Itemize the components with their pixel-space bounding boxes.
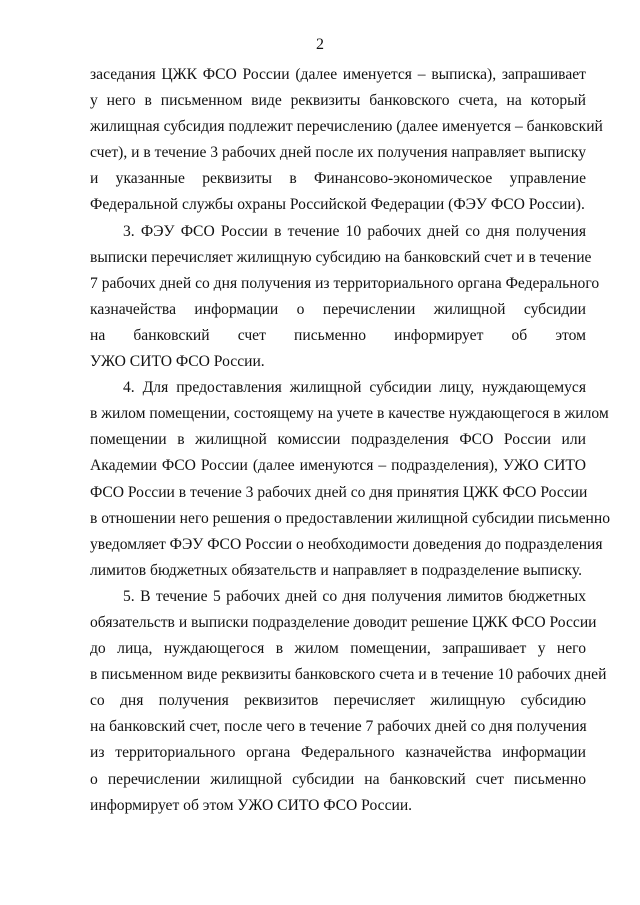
text-line: на банковский счет письменно информирует об этом <box>90 326 586 344</box>
text-line: лимитов бюджетных обязательств и направляет в подразделение выписку. <box>90 561 582 579</box>
text-line: Академии ФСО России (далее именуются – подразделения), УЖО СИТО <box>90 457 586 475</box>
document-body <box>90 62 611 819</box>
paragraph-3 <box>90 219 600 376</box>
text-line: со дня получения реквизитов перечисляет жилищную субсидию <box>90 692 586 710</box>
text-line: 5. В течение 5 рабочих дней со дня получения лимитов бюджетных <box>123 587 586 605</box>
text-line: 3. ФЭУ ФСО России в течение 10 рабочих дней со дня получения <box>123 222 586 240</box>
text-line: уведомляет ФЭУ ФСО России о необходимости доведения до подразделения <box>90 535 603 553</box>
text-line: Федеральной службы охраны Российской Федерации (ФЭУ ФСО России). <box>90 196 585 214</box>
text-line: ФСО России в течение 3 рабочих дней со дня принятия ЦЖК ФСО России <box>90 483 588 501</box>
text-line: и указанные реквизиты в Финансово-экономическое управление <box>90 170 586 188</box>
text-line: помещении в жилищной комиссии подразделения ФСО России или <box>90 431 586 449</box>
page-number: 2 <box>316 36 324 53</box>
text-line: о перечислении жилищной субсидии на банковский счет письменно <box>90 770 586 788</box>
text-line: из территориального органа Федерального казначейства информации <box>90 744 586 762</box>
text-line: жилищная субсидия подлежит перечислению (далее именуется – банковский <box>90 118 603 136</box>
text-line: у него в письменном виде реквизиты банковского счета, на который <box>90 92 586 110</box>
text-line: в жилом помещении, состоящему на учете в качестве нуждающегося в жилом <box>90 405 609 423</box>
text-line: в отношении него решения о предоставлении жилищной субсидии письменно <box>90 509 611 527</box>
text-line: 7 рабочих дней со дня получения из территориального органа Федерального <box>90 274 600 292</box>
paragraph-continuation <box>90 62 603 219</box>
text-line: 4. Для предоставления жилищной субсидии лицу, нуждающемуся <box>123 379 586 397</box>
text-line: в письменном виде реквизиты банковского счета и в течение 10 рабочих дней <box>90 666 607 684</box>
text-line: обязательств и выписки подразделение доводит решение ЦЖК ФСО России <box>90 613 597 631</box>
text-line: счет), и в течение 3 рабочих дней после их получения направляет выписку <box>90 144 586 162</box>
text-line: на банковский счет, после чего в течение 7 рабочих дней со дня получения <box>90 718 587 736</box>
paragraph-4 <box>90 375 611 584</box>
paragraph-5 <box>90 584 607 819</box>
text-line: казначейства информации о перечислении жилищной субсидии <box>90 300 586 318</box>
text-line: УЖО СИТО ФСО России. <box>90 353 265 371</box>
text-line: до лица, нуждающегося в жилом помещении, запрашивает у него <box>90 640 586 658</box>
text-line: заседания ЦЖК ФСО России (далее именуется – выписка), запрашивает <box>90 66 586 83</box>
text-line: выписки перечисляет жилищную субсидию на банковский счет и в течение <box>90 248 592 266</box>
text-line: информирует об этом УЖО СИТО ФСО России. <box>90 796 413 814</box>
